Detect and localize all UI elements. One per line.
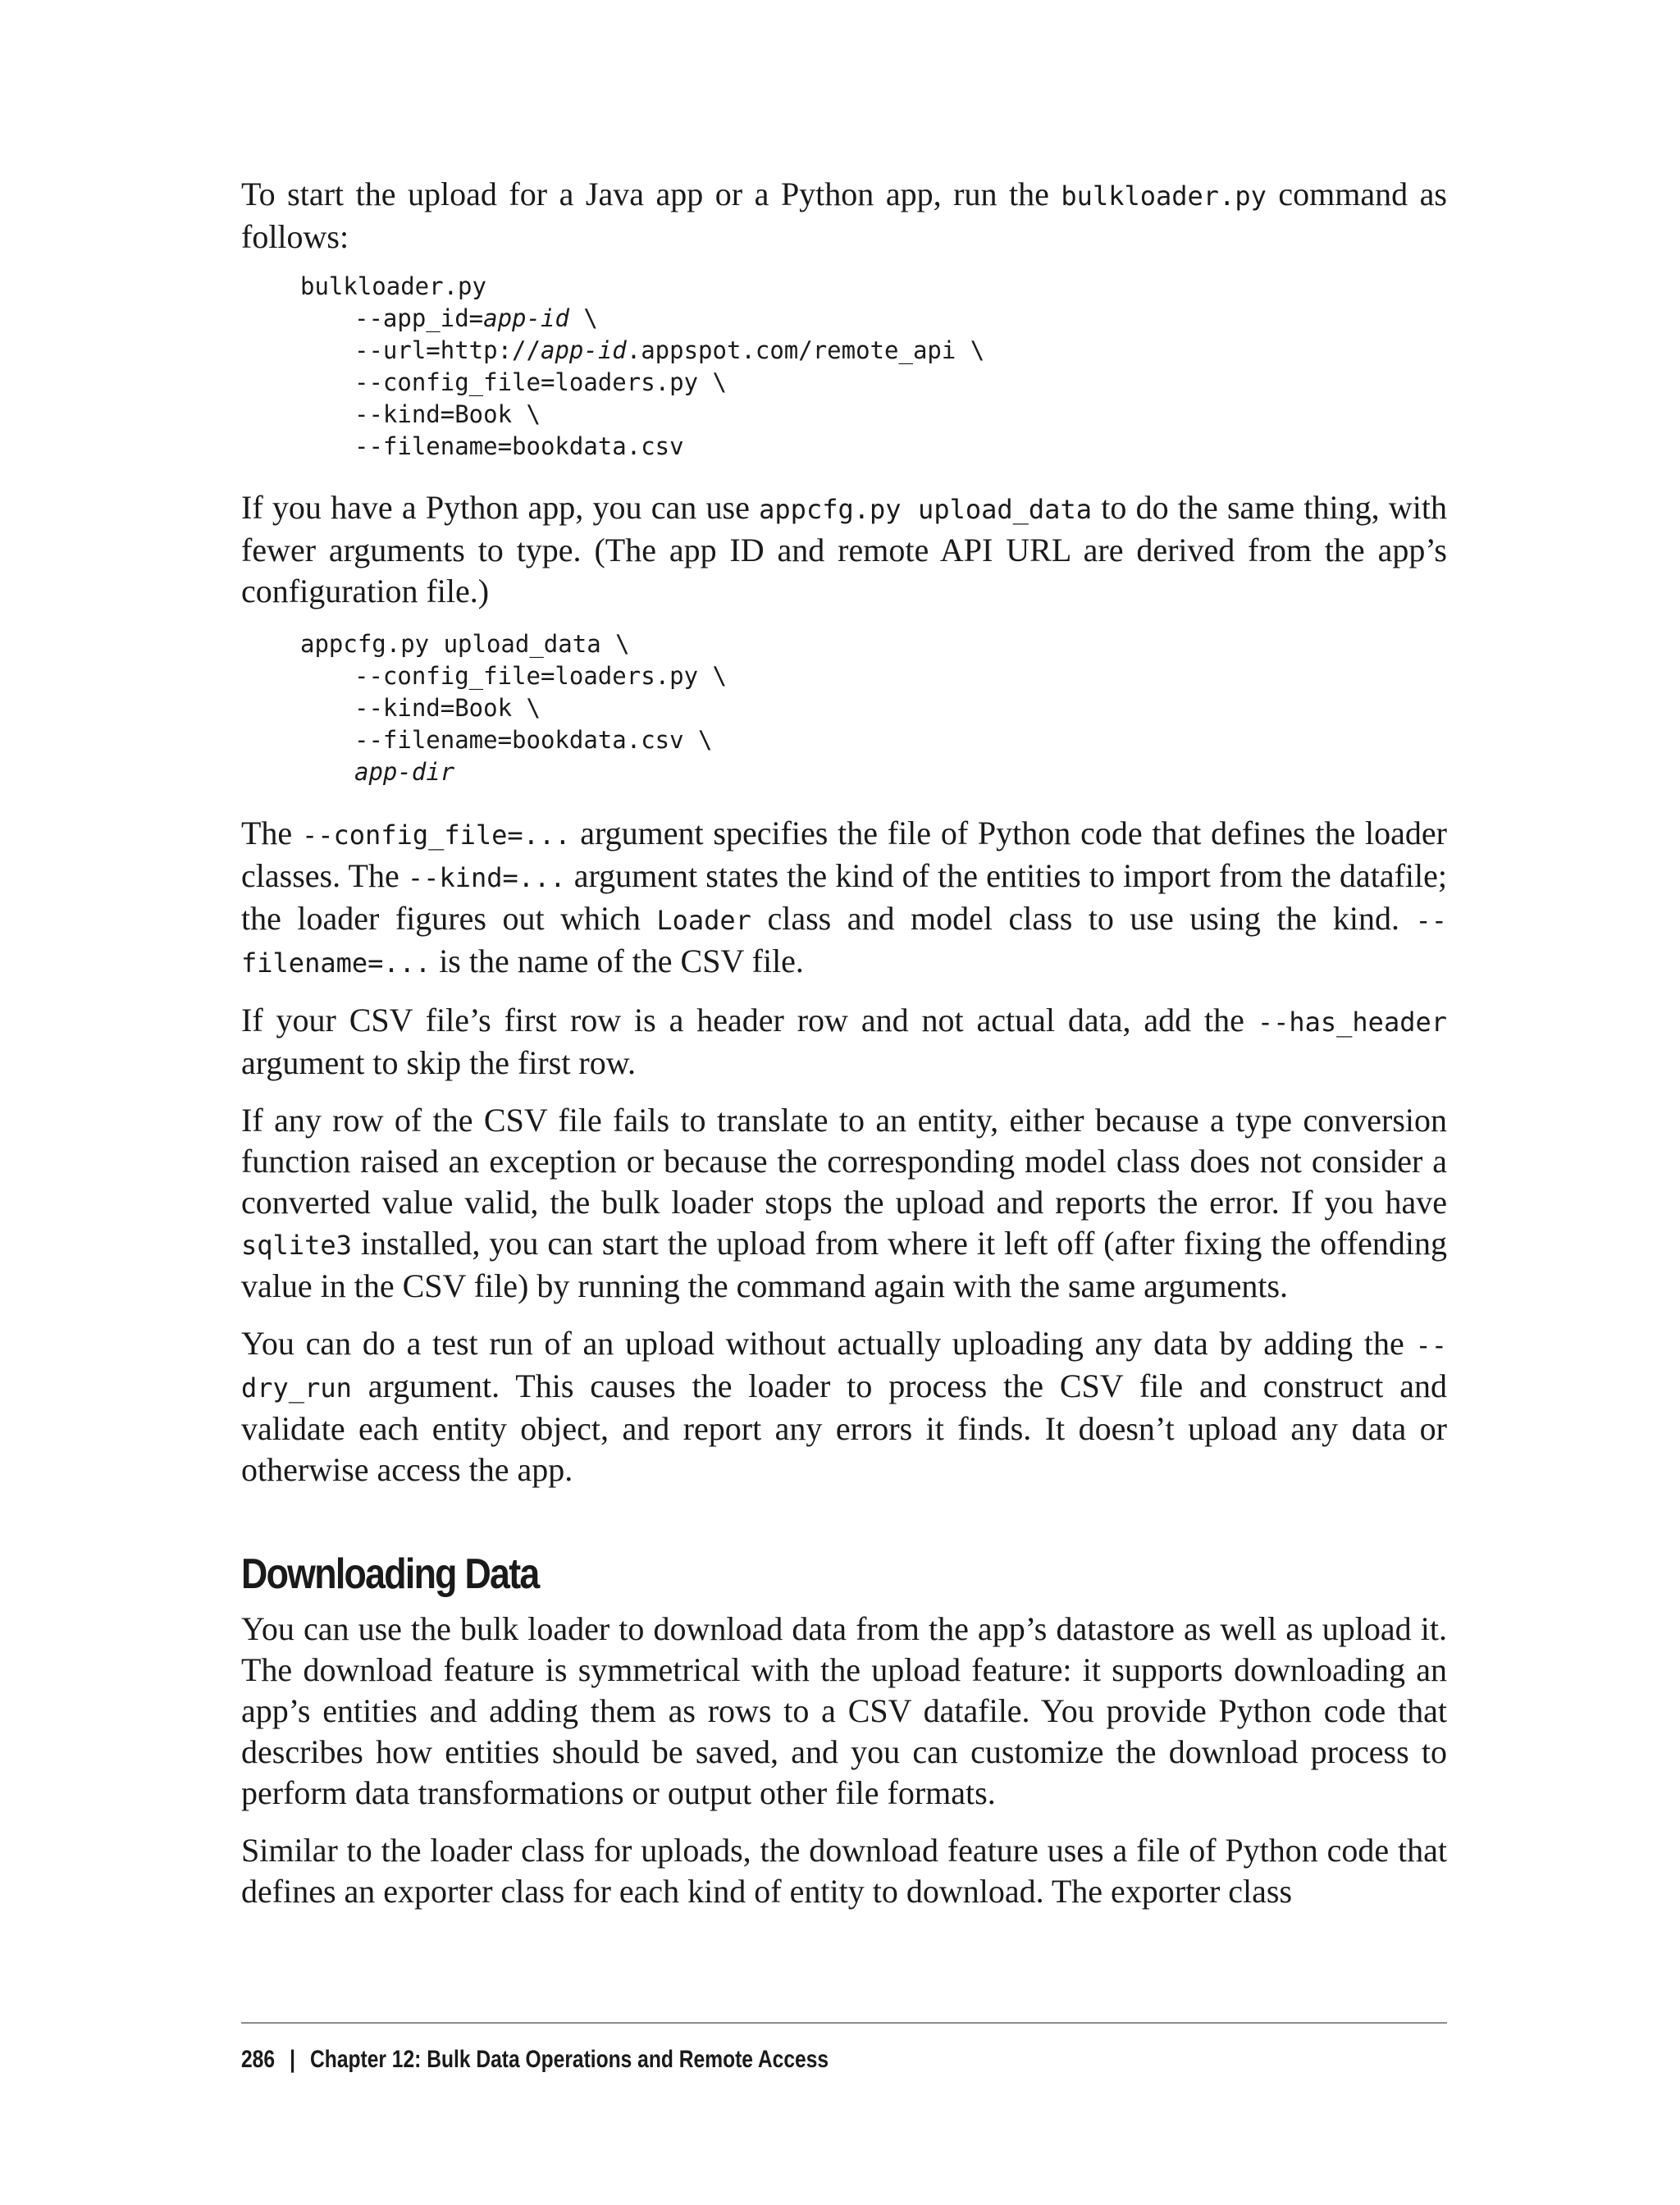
inline-code: --kind=... <box>407 862 566 893</box>
paragraph-dry-run: You can do a test run of an upload without actually uploading any data by adding the --dry_run argument. This causes the loader to process the CSV file and construct and validate each entity object, and report any errors it finds. It doesn’t upload any data or otherwise access the app. <box>241 1325 1447 1488</box>
code-block-appcfg: appcfg.py upload_data \ --config_file=loaders.py \ --kind=Book \ --filename=bookdata.csv \ app-dir <box>300 630 727 786</box>
page-number: 286 <box>241 2046 276 2073</box>
page-footer <box>241 2022 1447 2075</box>
inline-code: --config_file=... <box>301 819 571 851</box>
page-content <box>241 174 1447 1929</box>
paragraph-has-header: If your CSV file’s first row is a header row and not actual data, add the --has_header argument to skip the first row. <box>241 1002 1447 1081</box>
chapter-title: Chapter 12: Bulk Data Operations and Remote Access <box>310 2046 829 2073</box>
inline-code: --dry_run <box>241 1330 1447 1404</box>
footer-separator: | <box>290 2046 295 2073</box>
inline-code: --filename=... <box>241 905 1447 979</box>
paragraph-appcfg: If you have a Python app, you can use appcfg.py upload_data to do the same thing, with fewer arguments to type. (The app ID and remote API URL are derived from the app’s configuration file.) <box>241 489 1448 609</box>
inline-code: bulkloader.py <box>1061 180 1267 212</box>
paragraph-upload-intro: To start the upload for a Java app or a Python app, run the bulkloader.py command as follows: <box>241 176 1447 255</box>
paragraph-download-intro: You can use the bulk loader to download data from the app’s datastore as well as upload it. The download feature is symmetrical with the upload feature: it supports downloading an app’s entities and adding them as rows to a CSV datafile. You provide Python code that describes how entities should be saved, and you can customize the download process to perform data transformations or output other file formats. <box>241 1610 1447 1811</box>
paragraph-errors: If any row of the CSV file fails to translate to an entity, either because a type conversion function raised an exception or because the corresponding model class does not consider a converted value valid, the bulk loader stops the upload and reports the error. If you have sqlite3 installed, you can start the upload from where it left off (after fixing the offending value in the CSV file) by running the command again with the same arguments. <box>241 1102 1447 1304</box>
inline-code: --has_header <box>1257 1007 1447 1038</box>
paragraph-exporter: Similar to the loader class for uploads, the download feature uses a file of Python code that defines an exporter class for each kind of entity to download. The exporter class <box>241 1832 1447 1910</box>
code-block-bulkloader: bulkloader.py --app_id=app-id \ --url=http://app-id.appspot.com/remote_api \ --config_file=loaders.py \ --kind=Book \ --filename=bookdata.csv <box>300 272 985 460</box>
section-heading: Downloading Data <box>241 1550 539 1598</box>
inline-code: sqlite3 <box>241 1230 352 1261</box>
inline-code: appcfg.py upload_data <box>759 494 1092 525</box>
paragraph-arguments: The --config_file=... argument specifies the file of Python code that defines the loader classes. The --kind=... argument states the kind of the entities to import from the datafile; the loader figures out which Loader class and model class to use using the kind. --filename=... is the name of the CSV file. <box>241 815 1448 979</box>
inline-code: Loader <box>656 905 751 936</box>
